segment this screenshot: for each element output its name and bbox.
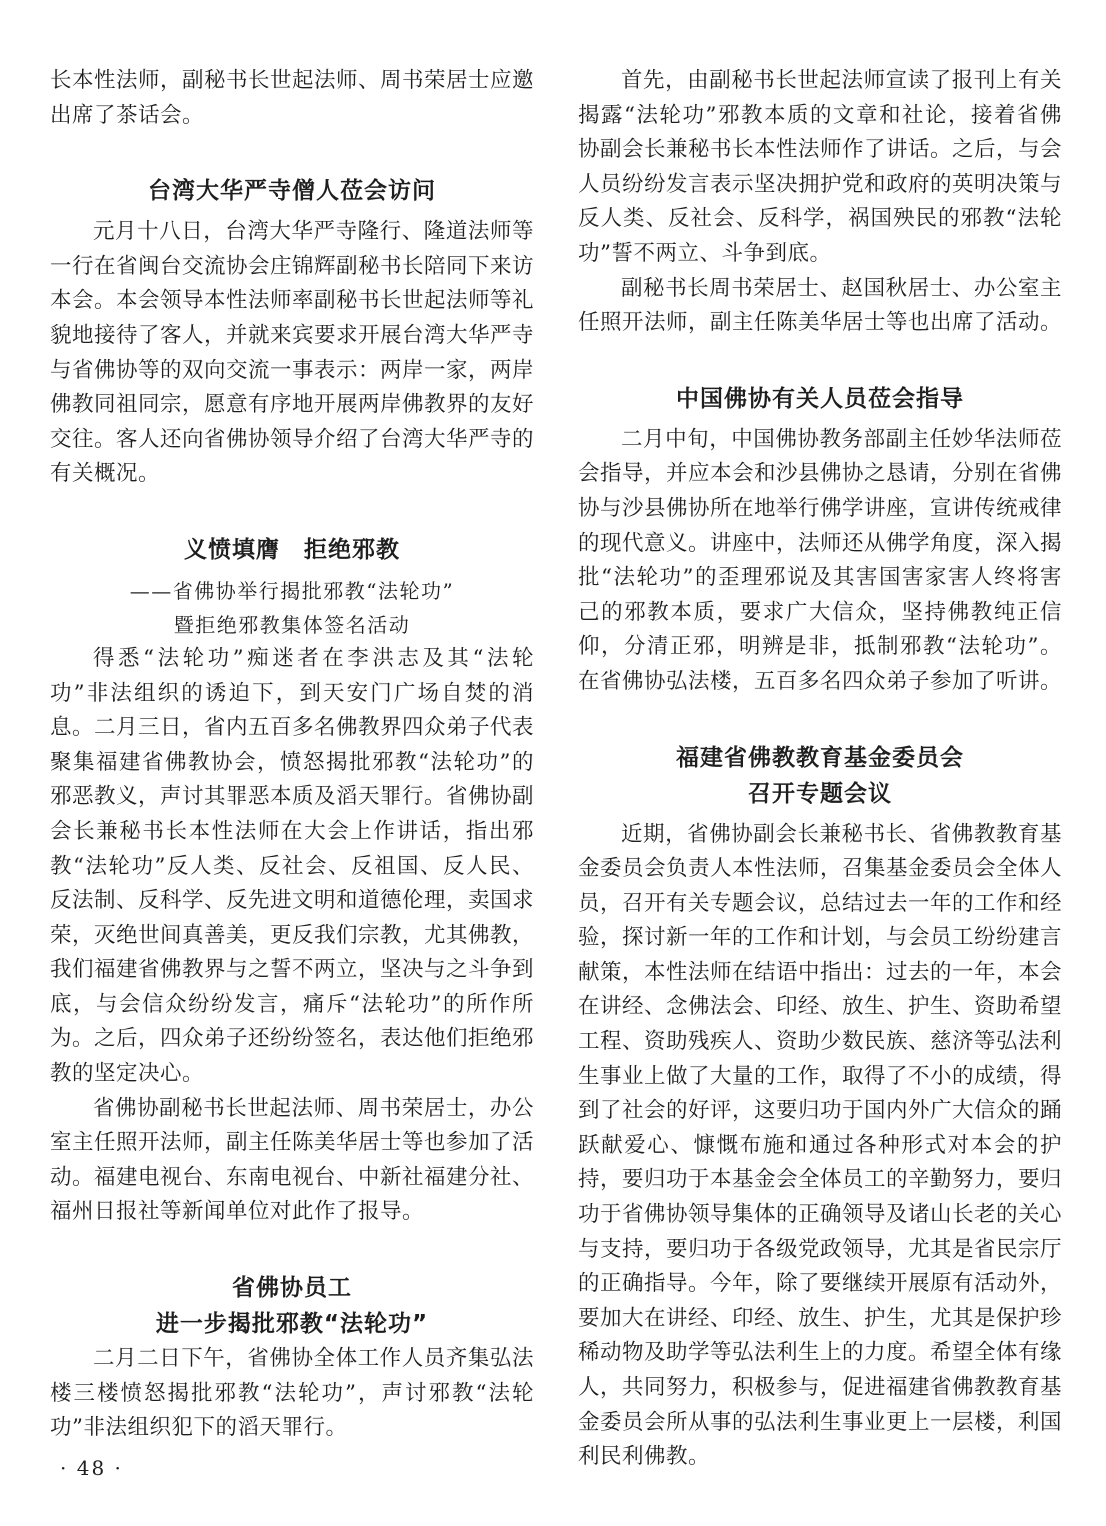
section-title-fund-line1: 福建省佛教教育基金委员会 xyxy=(676,744,964,771)
paragraph-fund-meeting: 近期，省佛协副会长兼秘书长、省佛教教育基金委员会负责人本性法师，召集基金委员会全体人员，召开有关专题会议，总结过去一年的工作和经验，探讨新一年的工作和计划，与会员工纷纷建言献策，本性法师在结语中指出：过去的一年，本会在讲经、念佛法会、印经、放生、护生、资助希望工程、资助残疾人、资助少数民族、慈济等弘法利生事业上做了大量的工作，取得了不小的成绩，得到了社会的好评，这要归功于国内外广大信众的踊跃献爱心、慷慨布施和通过各种形式对本会的护持，要归功于本基金会全体员工的辛勤努力，要归功于省佛协领导集体的正确领导及诸山长老的关心与支持，要归功于各级党政领导，尤其是省民宗厅的正确指导。今年，除了要继续开展原有活动外，要加大在讲经、印经、放生、护生，尤其是保护珍稀动物及助学等弘法利生上的力度。希望全体有缘人，共同努力，积极参与，促进福建省佛教教育基金委员会所从事的弘法利生事业更上一层楼，利国利民利佛教。 xyxy=(578,821,1063,1470)
paragraph-staff-attendees: 副秘书长周书荣居士、赵国秋居士、办公室主任照开法师，副主任陈美华居士等也出席了活动。 xyxy=(578,275,1063,336)
paragraph-staff: 二月二日下午，省佛协全体工作人员齐集弘法楼三楼愤怒揭批邪教“法轮功”，声讨邪教“法轮功”非法组织犯下的滔天罪行。 xyxy=(50,1346,534,1441)
paragraph-reject-cult-1: 得悉“法轮功”痴迷者在李洪志及其“法轮功”非法组织的诱迫下，到天安门广场自焚的消息。二月三日，省内五百多名佛教界四众弟子代表聚集福建省佛教协会，愤怒揭批邪教“法轮功”的邪恶教义，声讨其罪恶本质及滔天罪行。省佛协副会长兼秘书长本性法师在大会上作讲话，指出邪教“法轮功”反人类、反社会、反祖国、反人民、反法制、反科学、反先进文明和道德伦理，卖国求荣，灭绝世间真善美，更反我们宗教，尤其佛教，我们福建省佛教界与之誓不两立，坚决与之斗争到底，与会信众纷纷发言，痛斥“法轮功”的所作所为。之后，四众弟子还纷纷签名，表达他们拒绝邪教的坚定决心。 xyxy=(50,645,535,1087)
section-title-staff-line2: 进一步揭批邪教“法轮功” xyxy=(155,1311,429,1338)
paragraph-china-association: 二月中旬，中国佛协教务部副主任妙华法师莅会指导，并应本会和沙县佛协之恳请，分别在省佛协与沙县佛协所在地举行佛学讲座，宣讲传统戒律的现代意义。讲座中，法师还从佛学角度，深入揭批“法轮功”的歪理邪说及其害国害家害人终将害己的邪教本质，要求广大信众，坚持佛教纯正信仰，分清正邪，明辨是非，抵制邪教“法轮功”。在省佛协弘法楼，五百多名四众弟子参加了听讲。 xyxy=(578,426,1063,694)
intro-paragraph: 长本性法师，副秘书长世起法师、周书荣居士应邀出席了茶话会。 xyxy=(50,68,535,128)
section-title-china-association: 中国佛协有关人员莅会指导 xyxy=(676,385,964,412)
section-subtitle-line1: ——省佛协举行揭批邪教“法轮功” xyxy=(129,578,455,603)
paragraph-reject-cult-2: 省佛协副秘书长世起法师、周书荣居士，办公室主任照开法师，副主任陈美华居士等也参加了活动。福建电视台、东南电视台、中新社福建分社、福州日报社等新闻单位对此作了报导。 xyxy=(50,1095,535,1225)
section-title-taiwan-visit: 台湾大华严寺僧人莅会访问 xyxy=(148,178,436,205)
paragraph-taiwan-visit: 元月十八日，台湾大华严寺隆行、隆道法师等一行在省闽台交流协会庄锦辉副秘书长陪同下来访本会。本会领导本性法师率副秘书长世起法师等礼貌地接待了客人，并就来宾要求开展台湾大华严寺与省佛协等的双向交流一事表示：两岸一家，两岸佛教同祖同宗，愿意有序地开展两岸佛教界的友好交往。客人还向省佛协领导介绍了台湾大华严寺的有关概况。 xyxy=(50,219,535,487)
paragraph-staff-continued: 首先，由副秘书长世起法师宣读了报刊上有关揭露“法轮功”邪教本质的文章和社论，接着省佛协副会长兼秘书长本性法师作了讲话。之后，与会人员纷纷发言表示坚决拥护党和政府的英明决策与反人类、反社会、反科学，祸国殃民的邪教“法轮功”誓不两立、斗争到底。 xyxy=(578,68,1063,266)
section-title-reject-cult: 义愤填膺 拒绝邪教 xyxy=(184,536,400,563)
right-column xyxy=(578,64,1062,1475)
section-title-fund-line2: 召开专题会议 xyxy=(748,780,892,807)
section-subtitle-line2: 暨拒绝邪教集体签名活动 xyxy=(173,612,411,637)
left-column xyxy=(50,64,534,1446)
section-title-staff-line1: 省佛协员工 xyxy=(232,1275,352,1302)
page-number: · 48 · xyxy=(60,1456,123,1480)
